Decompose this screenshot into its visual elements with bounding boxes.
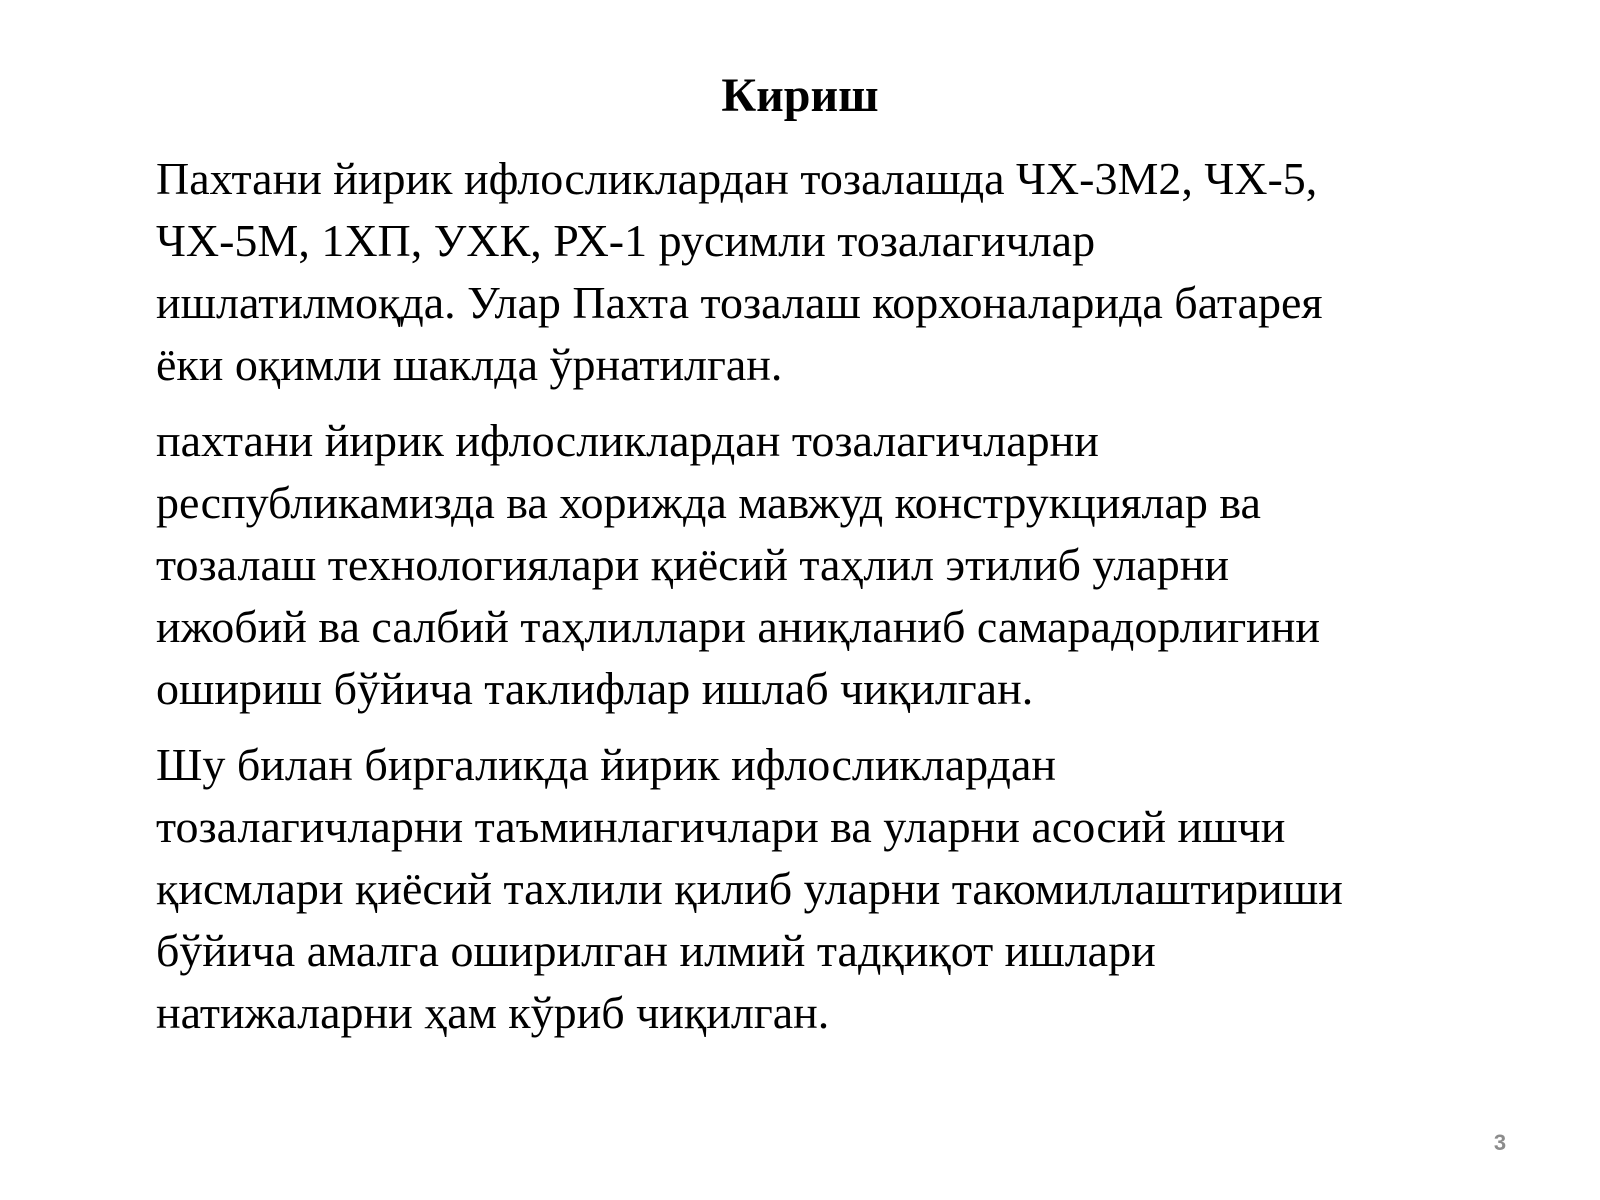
text-line: бўйича амалга оширилган илмий тадқиқот ишлари (156, 925, 1156, 976)
text-line: қисмлари қиёсий тахлили қилиб уларни такомиллаштириши (156, 863, 1343, 914)
text-line: Пахтани йирик ифлосликлардан тозалашда ЧХ-3М2, ЧХ-5, (156, 153, 1318, 204)
paragraph-3 (156, 734, 1496, 1044)
text-line: ижобий ва салбий таҳлиллари аниқланиб самарадорлигини (156, 601, 1321, 652)
text-line: ёки оқимли шаклда ўрнатилган. (156, 339, 783, 390)
text-line: натижаларни ҳам кўриб чиқилган. (156, 987, 830, 1038)
text-line: ошириш бўйича таклифлар ишлаб чиқилган. (156, 663, 1034, 714)
text-line: ЧХ-5М, 1ХП, УХК, РХ-1 русимли тозалагичлар (156, 215, 1096, 266)
text-line: тозалаш технологиялари қиёсий таҳлил этилиб уларни (156, 539, 1229, 590)
text-line: республикамизда ва хорижда мавжуд конструкциялар ва (156, 477, 1261, 528)
paragraph-1 (156, 148, 1496, 396)
paragraph-2 (156, 410, 1496, 720)
text-line: пахтани йирик ифлосликлардан тозалагичларни (156, 415, 1099, 466)
text-line: тозалагичларни таъминлагичлари ва уларни асосий ишчи (156, 801, 1286, 852)
text-line: Шу билан биргаликда йирик ифлосликлардан (156, 739, 1056, 790)
slide-title: Кириш (721, 69, 879, 122)
text-line: ишлатилмоқда. Улар Пахта тозалаш корхоналарида батарея (156, 277, 1323, 328)
page-number: 3 (1493, 1130, 1507, 1155)
slide-body (156, 148, 1496, 1044)
